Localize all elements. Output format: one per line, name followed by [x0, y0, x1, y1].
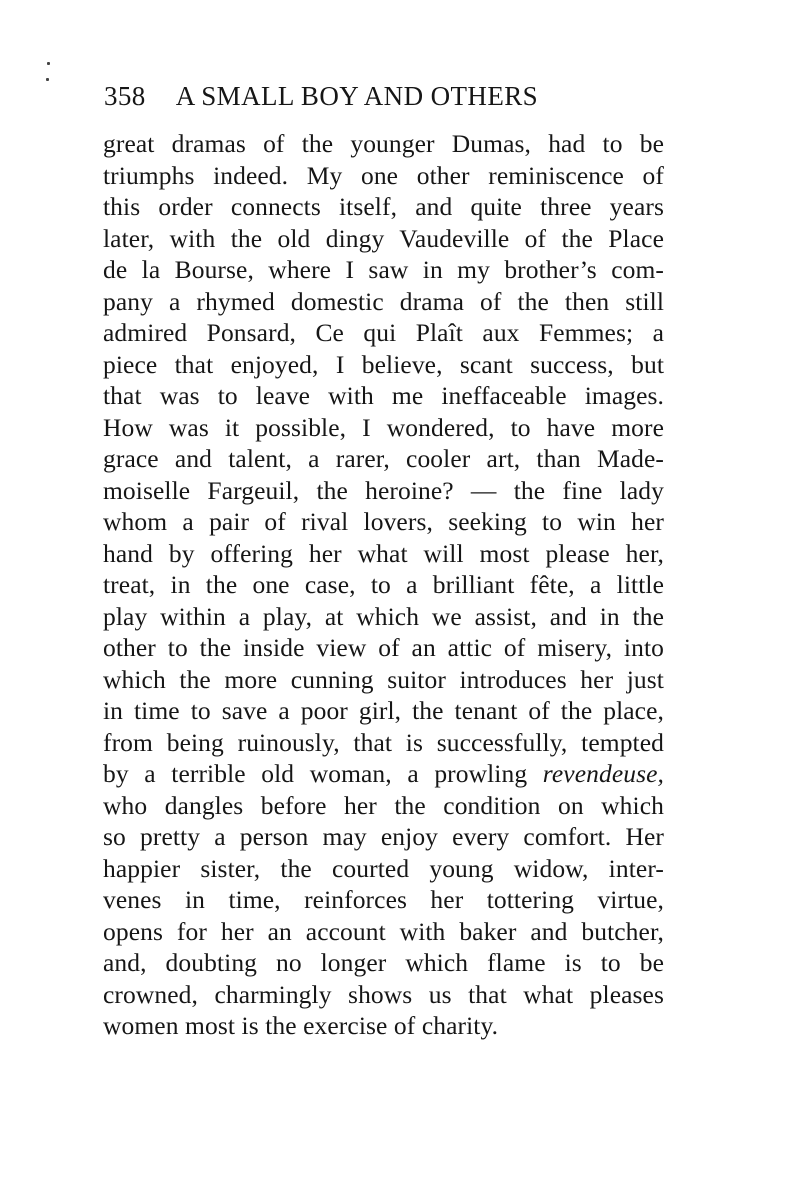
text-line: treat, in the one case, to a brilliant fête, a little [103, 570, 664, 599]
text-line [103, 758, 664, 790]
text-line: other to the inside view of an attic of misery, into [103, 633, 664, 662]
scan-speck [47, 62, 50, 65]
text-line: so pretty a person may enjoy every comfort. Her [103, 822, 664, 851]
text-line: this order connects itself, and quite three years [103, 192, 664, 221]
text-line: How was it possible, I wondered, to have more [103, 412, 664, 442]
text-line: happier sister, the courted young widow, inter- [103, 853, 664, 883]
text-line: moiselle Fargeuil, the heroine? — the fine lady [103, 475, 664, 505]
text-line: grace and talent, a rarer, cooler art, than Made- [103, 444, 664, 473]
text-line: hand by offering her what will most please her, [103, 538, 664, 568]
italic-word: revendeuse, [542, 759, 664, 788]
text-line: women most is the exercise of charity. [103, 1011, 499, 1040]
text-line: pany a rhymed domestic drama of the then still [103, 286, 664, 316]
running-head [104, 80, 538, 112]
text-line: play within a play, at which we assist, and in the [103, 601, 664, 631]
text-line: from being ruinously, that is successfully, tempted [103, 727, 664, 757]
text-line: later, with the old dingy Vaudeville of the Place [103, 223, 664, 253]
running-title: A SMALL BOY AND OTHERS [175, 81, 539, 111]
text-line: which the more cunning suitor introduces her just [103, 664, 664, 694]
text-line: crowned, charmingly shows us that what pleases [103, 979, 664, 1009]
text-line: whom a pair of rival lovers, seeking to win her [103, 507, 664, 536]
text-line: opens for her an account with baker and butcher, [103, 916, 664, 946]
text-line: triumphs indeed. My one other reminiscence of [103, 160, 664, 190]
text-line: who dangles before her the condition on which [103, 790, 664, 820]
body-text [103, 128, 664, 1042]
text-line: that was to leave with me ineffaceable images. [103, 381, 664, 410]
page-number: 358 [104, 81, 146, 111]
text-line: and, doubting no longer which flame is to be [103, 948, 664, 977]
text-line: venes in time, reinforces her tottering virtue, [103, 885, 664, 914]
scan-speck [46, 78, 49, 81]
text-line: great dramas of the younger Dumas, had to be [103, 129, 664, 158]
text-line: in time to save a poor girl, the tenant of the place, [103, 696, 664, 725]
text-line: admired Ponsard, Ce qui Plaît aux Femmes; a [103, 318, 664, 347]
text-fragment: by a terrible old woman, a prowling [103, 759, 528, 788]
text-line: piece that enjoyed, I believe, scant success, but [103, 349, 664, 379]
text-line: de la Bourse, where I saw in my brother’s com- [103, 255, 664, 284]
